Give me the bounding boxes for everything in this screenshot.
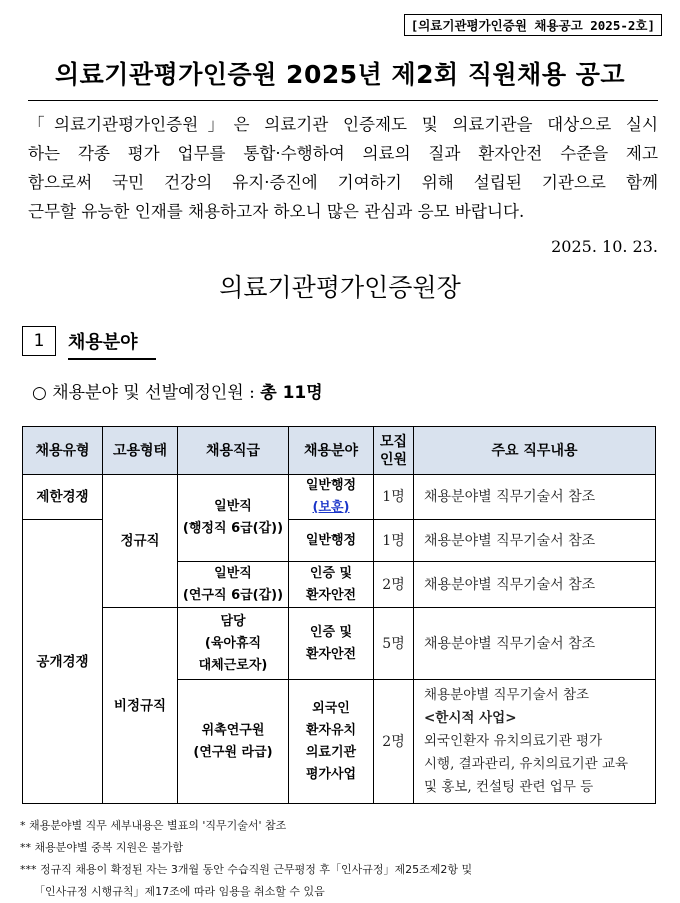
duty-cell: 채용분야별 직무기술서 참조 <box>414 608 656 680</box>
announcement-date: 2025. 10. 23. <box>551 237 658 256</box>
section-number: 1 <box>22 326 56 356</box>
issuer-name: 의료기관평가인증원장 <box>219 273 461 302</box>
header-type: 채용유형 <box>23 427 103 475</box>
field-admin-veteran: 일반행정 (보훈) <box>289 475 374 520</box>
duty-cell: 채용분야별 직무기술서 참조 <한시적 사업> 외국인환자 유치의료기관 평가 시행, 결과관리, 유치의료기관 교육 및 홍보, 컨설팅 관련 업무 등 <box>414 680 656 804</box>
subheading-label: ○ 채용분야 및 선발예정인원 : <box>32 383 261 403</box>
table-header-row <box>23 427 656 475</box>
field-safety: 인증 및 환자안전 <box>289 608 374 680</box>
count-cell: 2명 <box>374 680 414 804</box>
duty-cell: 채용분야별 직무기술서 참조 <box>414 562 656 608</box>
rank-general-research: 일반직 (연구직 6급(갑)) <box>178 562 289 608</box>
recruitment-table <box>22 426 656 804</box>
document-number: [의료기관평가인증원 채용공고 2025-2호] <box>404 14 662 36</box>
page-title: 의료기관평가인증원 2025년 제2회 직원채용 공고 <box>55 60 625 89</box>
field-foreign-patient: 외국인 환자유치 의료기관 평가사업 <box>289 680 374 804</box>
field-admin: 일반행정 <box>289 520 374 562</box>
rank-general-admin: 일반직 (행정직 6급(갑)) <box>178 475 289 562</box>
intro-paragraph <box>28 110 658 226</box>
rank-researcher: 위촉연구원 (연구원 라급) <box>178 680 289 804</box>
header-rank: 채용직급 <box>178 427 289 475</box>
footnotes <box>20 815 670 903</box>
count-cell: 1명 <box>374 520 414 562</box>
header-employment: 고용형태 <box>103 427 178 475</box>
count-cell: 5명 <box>374 608 414 680</box>
total-count: 총 11명 <box>260 383 323 403</box>
intro-line: 「의료기관평가인증원」은 의료기관 인증제도 및 의료기관을 대상으로 실시 <box>28 115 658 134</box>
type-limited: 제한경쟁 <box>23 475 103 520</box>
count-cell: 1명 <box>374 475 414 520</box>
employment-regular: 정규직 <box>103 475 178 608</box>
section-title: 채용분야 <box>68 328 156 360</box>
count-cell: 2명 <box>374 562 414 608</box>
intro-line: 함으로써 국민 건강의 유지·증진에 기여하기 위해 설립된 기관으로 함께 <box>28 173 658 192</box>
title-divider <box>28 100 658 101</box>
employment-nonregular: 비정규직 <box>103 608 178 804</box>
intro-line: 근무할 유능한 인재를 채용하고자 하오니 많은 관심과 응모 바랍니다. <box>28 202 525 221</box>
footnote: ** 채용분야별 중복 지원은 불가함 <box>20 841 184 854</box>
footnote: *** 정규직 채용이 확정된 자는 3개월 동안 수습직원 근무평정 후「인사규정」제25조제2항 및 <box>20 863 473 876</box>
table-row <box>23 475 656 520</box>
header-field: 채용분야 <box>289 427 374 475</box>
field-safety: 인증 및 환자안전 <box>289 562 374 608</box>
type-open: 공개경쟁 <box>23 520 103 804</box>
rank-fixed-term: 담당 (육아휴직 대체근로자) <box>178 608 289 680</box>
recruitment-subheading <box>32 378 323 403</box>
header-duties: 주요 직무내용 <box>414 427 656 475</box>
table-row <box>23 608 656 680</box>
footnote: * 채용분야별 직무 세부내용은 별표의 '직무기술서' 참조 <box>20 819 287 832</box>
header-count: 모집 인원 <box>374 427 414 475</box>
duty-cell: 채용분야별 직무기술서 참조 <box>414 475 656 520</box>
intro-line: 하는 각종 평가 업무를 통합·수행하여 의료의 질과 환자안전 수준을 제고 <box>28 144 658 163</box>
footnote: 「인사규정 시행규칙」제17조에 따라 임용을 취소할 수 있음 <box>20 885 325 898</box>
veteran-tag: (보훈) <box>312 500 350 515</box>
duty-cell: 채용분야별 직무기술서 참조 <box>414 520 656 562</box>
